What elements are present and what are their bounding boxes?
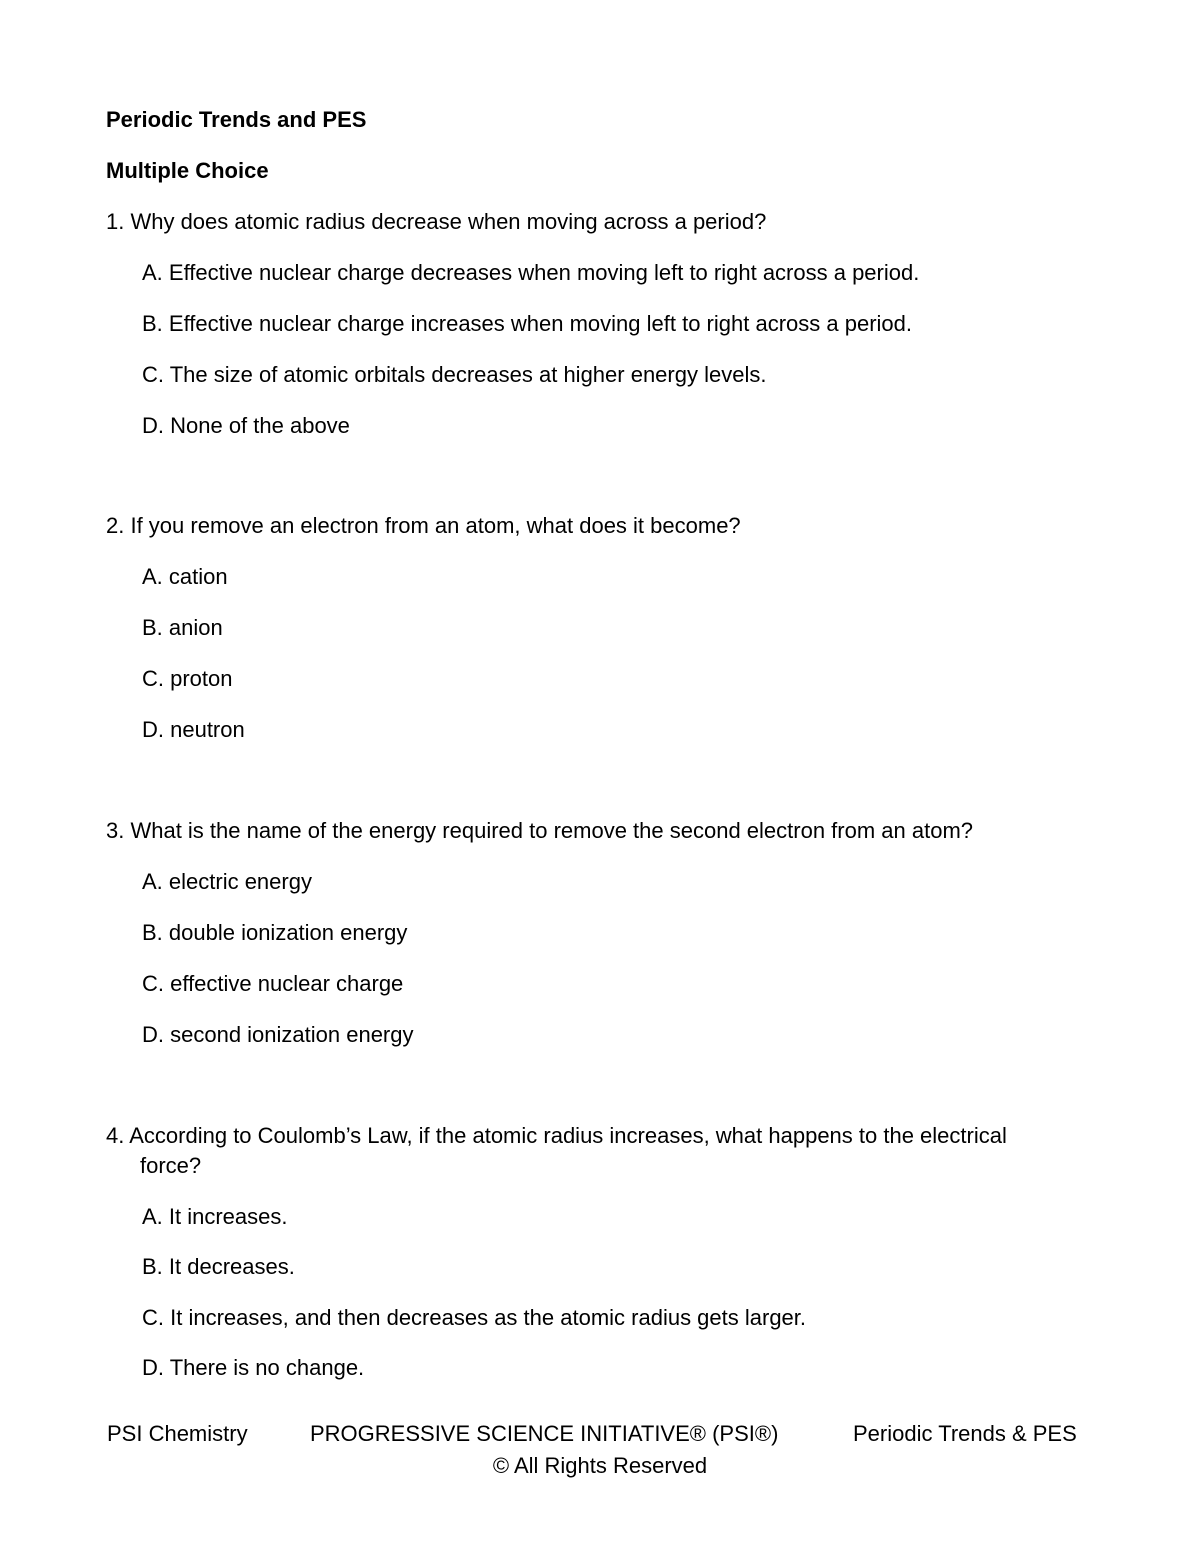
footer-topic: Periodic Trends & PES: [853, 1421, 1077, 1446]
section-heading: Multiple Choice: [106, 158, 269, 183]
answer-option: A. It increases.: [142, 1204, 288, 1229]
answer-option: C. effective nuclear charge: [142, 971, 404, 996]
question-stem: 4. According to Coulomb’s Law, if the atomic radius increases, what happens to the electrical: [106, 1123, 1007, 1148]
answer-option: A. Effective nuclear charge decreases when moving left to right across a period.: [142, 260, 920, 285]
answer-option: D. None of the above: [142, 413, 350, 438]
answer-option: D. neutron: [142, 717, 245, 742]
answer-option: C. It increases, and then decreases as the atomic radius gets larger.: [142, 1305, 807, 1330]
answer-option: D. There is no change.: [142, 1355, 365, 1380]
footer-copyright: © All Rights Reserved: [492, 1453, 708, 1478]
footer-course: PSI Chemistry: [107, 1421, 248, 1446]
question-stem-continuation: force?: [140, 1153, 202, 1178]
answer-option: B. double ionization energy: [142, 920, 408, 945]
question-stem: 2. If you remove an electron from an atom, what does it become?: [106, 513, 741, 538]
answer-option: A. electric energy: [142, 869, 312, 894]
question-stem: 3. What is the name of the energy required to remove the second electron from an atom?: [106, 818, 974, 843]
question-stem: 1. Why does atomic radius decrease when moving across a period?: [106, 209, 767, 234]
answer-option: C. The size of atomic orbitals decreases at higher energy levels.: [142, 362, 767, 387]
answer-option: A. cation: [142, 564, 228, 589]
answer-option: D. second ionization energy: [142, 1022, 414, 1047]
footer-organization: PROGRESSIVE SCIENCE INITIATIVE® (PSI®): [310, 1421, 779, 1446]
answer-option: C. proton: [142, 666, 233, 691]
answer-option: B. Effective nuclear charge increases when moving left to right across a period.: [142, 311, 912, 336]
answer-option: B. anion: [142, 615, 223, 640]
answer-option: B. It decreases.: [142, 1254, 295, 1279]
page-title: Periodic Trends and PES: [106, 107, 367, 132]
